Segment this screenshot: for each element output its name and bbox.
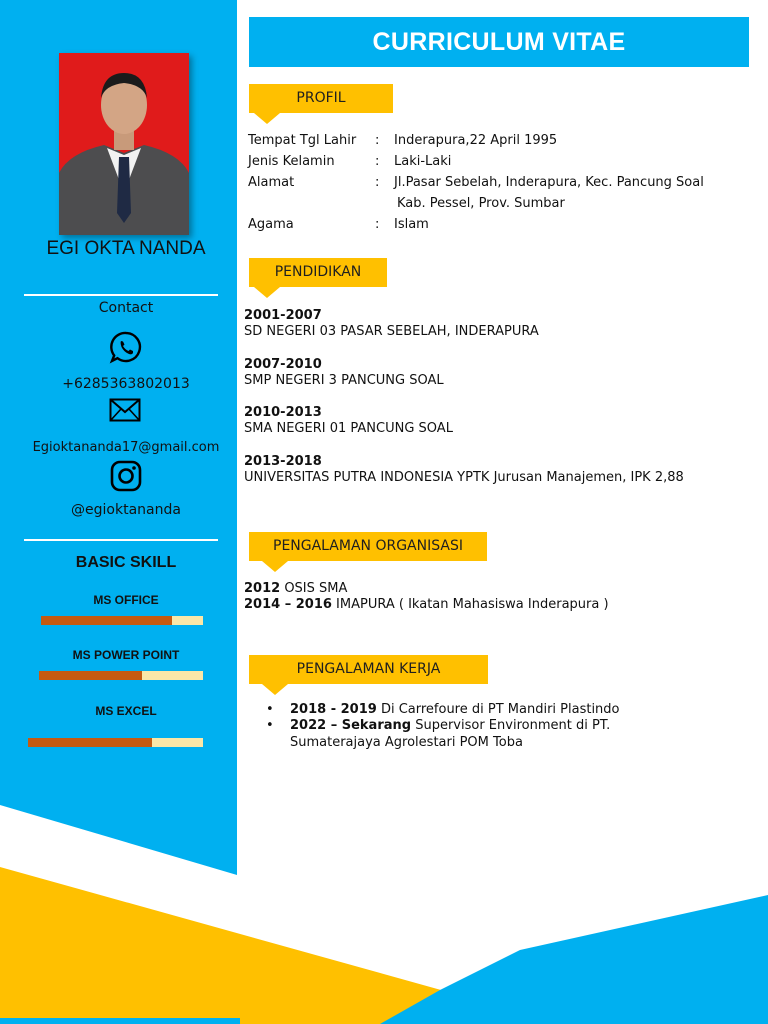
profile-photo bbox=[59, 53, 189, 235]
contact-title: Contact bbox=[98, 300, 154, 316]
profil-label: Tempat Tgl Lahir bbox=[248, 133, 357, 148]
profil-label: Alamat bbox=[248, 175, 295, 190]
heading-arrow bbox=[262, 684, 288, 695]
skill-name: MS POWER POINT bbox=[72, 648, 180, 662]
instagram-icon bbox=[109, 459, 143, 493]
education-years: 2001-2007 bbox=[244, 308, 322, 323]
organization-desc: OSIS SMA bbox=[280, 581, 348, 596]
section-heading-profil: PROFIL bbox=[249, 84, 393, 113]
section-heading-pendidikan: PENDIDIKAN bbox=[249, 258, 387, 287]
skill-bar-fill bbox=[41, 616, 172, 625]
profil-value: Inderapura,22 April 1995 bbox=[394, 133, 558, 148]
work-item bbox=[290, 702, 620, 717]
education-school: SMP NEGERI 3 PANCUNG SOAL bbox=[244, 373, 444, 388]
organization-item bbox=[244, 597, 609, 612]
education-years: 2007-2010 bbox=[244, 357, 322, 372]
skills-title: BASIC SKILL bbox=[75, 554, 177, 571]
bullet: • bbox=[266, 718, 274, 733]
profil-label: Jenis Kelamin bbox=[248, 154, 335, 169]
bottom-strip bbox=[0, 1018, 240, 1024]
profil-label: Agama bbox=[248, 217, 294, 232]
section-heading-organisasi: PENGALAMAN ORGANISASI bbox=[249, 532, 487, 561]
education-school: SD NEGERI 03 PASAR SEBELAH, INDERAPURA bbox=[244, 324, 539, 339]
work-desc-continued: Sumaterajaya Agrolestari POM Toba bbox=[290, 735, 523, 750]
profil-sep: : bbox=[375, 133, 380, 148]
work-years: 2022 – Sekarang bbox=[290, 718, 412, 733]
work-desc: Di Carrefoure di PT Mandiri Plastindo bbox=[376, 702, 620, 717]
candidate-name: EGI OKTA NANDA bbox=[46, 238, 206, 259]
profil-sep: : bbox=[375, 217, 380, 232]
profil-sep: : bbox=[375, 175, 380, 190]
profil-value: Laki-Laki bbox=[394, 154, 452, 169]
whatsapp-icon bbox=[109, 330, 143, 364]
heading-arrow bbox=[262, 561, 288, 572]
divider bbox=[24, 294, 218, 296]
education-years: 2013-2018 bbox=[244, 454, 322, 469]
profil-value: Islam bbox=[394, 217, 429, 232]
email-address[interactable]: Egioktananda17@gmail.com bbox=[32, 440, 220, 455]
mail-icon bbox=[109, 398, 141, 422]
divider bbox=[24, 539, 218, 541]
skill-bar bbox=[28, 738, 203, 747]
organization-years: 2012 bbox=[244, 581, 281, 596]
organization-item bbox=[244, 581, 347, 596]
work-years: 2018 - 2019 bbox=[290, 702, 377, 717]
education-school: SMA NEGERI 01 PANCUNG SOAL bbox=[244, 421, 453, 436]
work-desc: Supervisor Environment di PT. bbox=[411, 718, 611, 733]
page-title: CURRICULUM VITAE bbox=[249, 17, 749, 67]
skill-bar-fill bbox=[39, 671, 142, 680]
organization-years: 2014 – 2016 bbox=[244, 597, 332, 612]
instagram-handle[interactable]: @egioktananda bbox=[71, 502, 181, 518]
profil-sep: : bbox=[375, 154, 380, 169]
skill-name: MS EXCEL bbox=[95, 704, 157, 718]
organization-desc: IMAPURA ( Ikatan Mahasiswa Inderapura ) bbox=[331, 597, 609, 612]
phone-number[interactable]: +6285363802013 bbox=[62, 376, 190, 392]
blue-triangle-right bbox=[380, 895, 768, 1024]
skill-bar bbox=[41, 616, 203, 625]
heading-arrow bbox=[254, 287, 280, 298]
skill-bar-fill bbox=[28, 738, 152, 747]
section-heading-kerja: PENGALAMAN KERJA bbox=[249, 655, 488, 684]
skill-name: MS OFFICE bbox=[93, 593, 159, 607]
heading-arrow bbox=[254, 113, 280, 124]
profil-value: Kab. Pessel, Prov. Sumbar bbox=[397, 196, 565, 211]
work-item bbox=[290, 718, 610, 733]
bullet: • bbox=[266, 702, 274, 717]
skill-bar bbox=[39, 671, 203, 680]
education-school: UNIVERSITAS PUTRA INDONESIA YPTK Jurusan Manajemen, IPK 2,88 bbox=[244, 470, 684, 485]
profil-value: Jl.Pasar Sebelah, Inderapura, Kec. Pancung Soal bbox=[394, 175, 704, 190]
education-years: 2010-2013 bbox=[244, 405, 322, 420]
